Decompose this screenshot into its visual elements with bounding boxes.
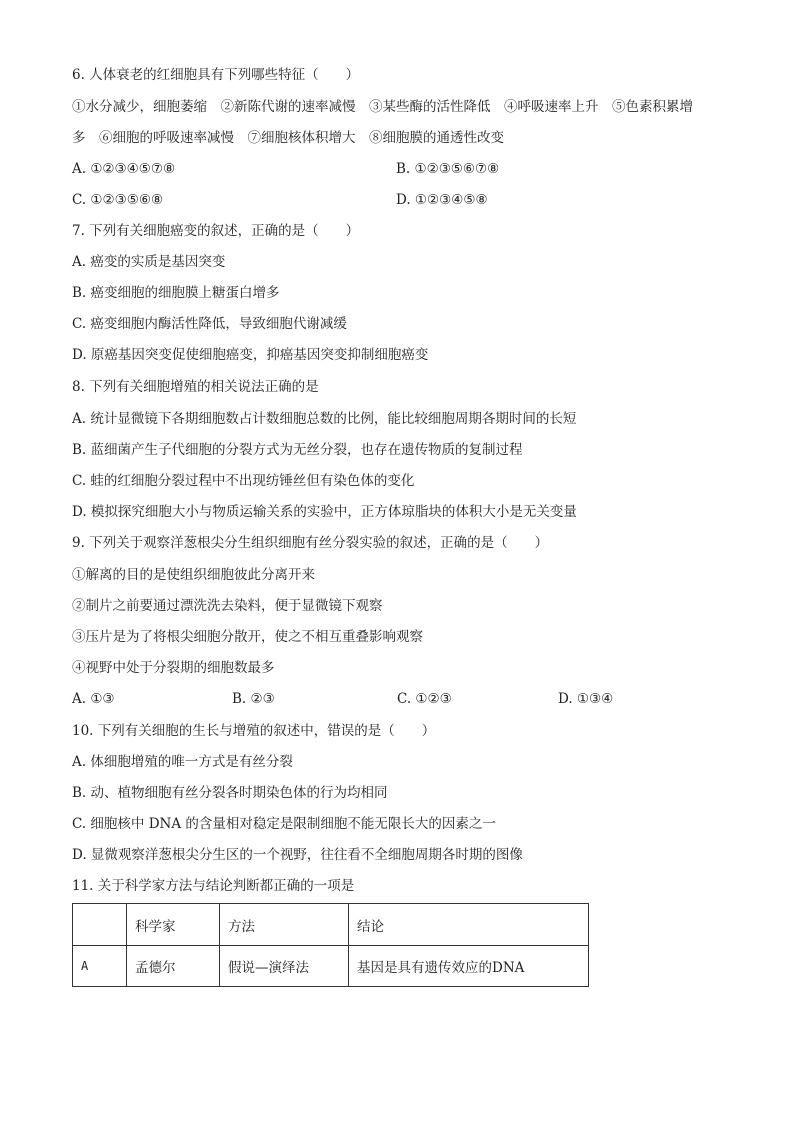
- q7-option-b: B. 癌变细胞的细胞膜上糖蛋白增多: [72, 285, 280, 301]
- table-header-cell: [73, 904, 127, 946]
- table-cell-conclusion: 基因是具有遗传效应的DNA: [349, 946, 589, 987]
- q6-items-line1: ①水分减少，细胞萎缩 ②新陈代谢的速率减慢 ③某些酶的活性降低 ④呼吸速率上升 ⑤色素积累增: [72, 99, 693, 115]
- q8-option-b: B. 蓝细菌产生子代细胞的分裂方式为无丝分裂，也存在遗传物质的复制过程: [72, 442, 523, 458]
- q9-option-a: A. ①③: [72, 691, 115, 707]
- q7-stem: 7. 下列有关细胞癌变的叙述，正确的是（ ）: [72, 223, 360, 239]
- table-cell-option: A: [73, 946, 127, 987]
- q9-item-3: ③压片是为了将根尖细胞分散开，使之不相互重叠影响观察: [72, 629, 423, 645]
- table-cell-method: 假说—演绎法: [220, 946, 349, 987]
- q9-option-d: D. ①③④: [558, 691, 614, 707]
- q10-option-b: B. 动、植物细胞有丝分裂各时期染色体的行为均相同: [72, 785, 388, 801]
- q6-option-a: A. ①②③④⑤⑦⑧: [72, 161, 176, 177]
- q6-option-c: C. ①②③⑤⑥⑧: [72, 192, 164, 208]
- q10-stem: 10. 下列有关细胞的生长与增殖的叙述中，错误的是（ ）: [72, 723, 436, 739]
- q9-stem: 9. 下列关于观察洋葱根尖分生组织细胞有丝分裂实验的叙述，正确的是（ ）: [72, 535, 549, 551]
- q8-option-c: C. 蛙的红细胞分裂过程中不出现纺锤丝但有染色体的变化: [72, 473, 415, 489]
- table-header-cell: 方法: [220, 904, 349, 946]
- table-row: [73, 946, 589, 987]
- q11-stem: 11. 关于科学家方法与结论判断都正确的一项是: [72, 878, 355, 894]
- q8-option-a: A. 统计显微镜下各期细胞数占计数细胞总数的比例，能比较细胞周期各期时间的长短: [72, 411, 577, 427]
- q9-item-2: ②制片之前要通过漂洗洗去染料，便于显微镜下观察: [72, 598, 383, 614]
- q6-stem: 6. 人体衰老的红细胞具有下列哪些特征（ ）: [72, 67, 360, 83]
- table-header-cell: 结论: [349, 904, 589, 946]
- q6-option-d: D. ①②③④⑤⑧: [396, 192, 488, 208]
- table-header-row: [73, 904, 589, 946]
- q10-option-a: A. 体细胞增殖的唯一方式是有丝分裂: [72, 754, 293, 770]
- q9-item-1: ①解离的目的是使组织细胞彼此分离开来: [72, 567, 315, 583]
- q7-option-a: A. 癌变的实质是基因突变: [72, 254, 226, 270]
- q11-table: [72, 903, 589, 987]
- q10-option-c: C. 细胞核中 DNA 的含量相对稳定是限制细胞不能无限长大的因素之一: [72, 816, 496, 832]
- q10-option-d: D. 显微观察洋葱根尖分生区的一个视野，往往看不全细胞周期各时期的图像: [72, 847, 523, 863]
- q6-option-b: B. ①②③⑤⑥⑦⑧: [396, 161, 500, 177]
- q9-option-c: C. ①②③: [397, 691, 452, 707]
- q8-option-d: D. 模拟探究细胞大小与物质运输关系的实验中，正方体琼脂块的体积大小是无关变量: [72, 504, 577, 520]
- q6-items-line2: 多 ⑥细胞的呼吸速率减慢 ⑦细胞核体积增大 ⑧细胞膜的通透性改变: [72, 130, 504, 146]
- q9-item-4: ④视野中处于分裂期的细胞数最多: [72, 660, 275, 676]
- q8-stem: 8. 下列有关细胞增殖的相关说法正确的是: [72, 379, 319, 395]
- table-header-cell: 科学家: [127, 904, 220, 946]
- q9-option-b: B. ②③: [232, 691, 275, 707]
- q7-option-c: C. 癌变细胞内酶活性降低，导致细胞代谢减缓: [72, 316, 347, 332]
- q7-option-d: D. 原癌基因突变促使细胞癌变，抑癌基因突变抑制细胞癌变: [72, 347, 429, 363]
- table-cell-scientist: 孟德尔: [127, 946, 220, 987]
